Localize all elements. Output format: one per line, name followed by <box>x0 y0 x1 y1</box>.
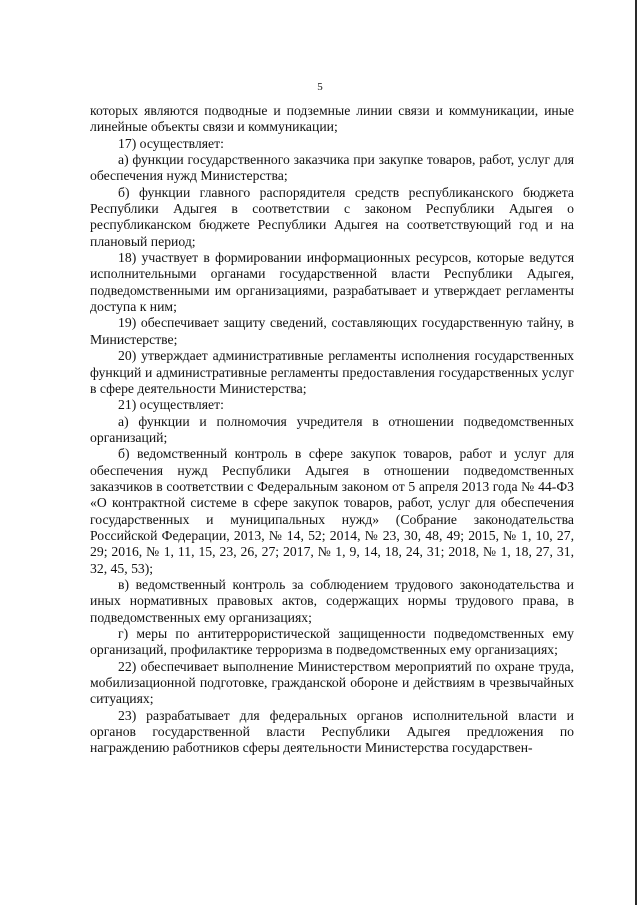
paragraph-item-21: 21) осуществляет: <box>118 397 224 413</box>
page-edge-border <box>635 0 637 905</box>
page-number: 5 <box>317 81 323 93</box>
paragraph-item-20: 20) утверждает административные регламенты исполнения государственных функций и административные регламенты предоставления государственных услуг в сфере деятельности Министерства; <box>90 348 574 396</box>
paragraph-item-17: 17) осуществляет: <box>118 135 224 151</box>
paragraph-item-18: 18) участвует в формировании информационных ресурсов, которые ведутся исполнительными органами государственной власти Республики Адыгея, подведомственными им организациями, разрабатывает и утверждает регламенты доступа к ним; <box>90 250 574 315</box>
paragraph-item-23: 23) разрабатывает для федеральных органов исполнительной власти и органов государственной власти Республики Адыгея предложения по награждению работников сферы деятельности Министерства государствен- <box>90 707 574 756</box>
paragraph-item-19: 19) обеспечивает защиту сведений, составляющих государственную тайну, в Министерстве; <box>90 315 574 347</box>
paragraph-item-21a: а) функции и полномочия учредителя в отношении подведомственных организаций; <box>90 413 574 445</box>
paragraph-item-17b: б) функции главного распорядителя средств республиканского бюджета Республики Адыгея в соответствии с законом Республики Адыгея о республиканском бюджете Республики Адыгея на соответствующий год и на плановый период; <box>90 184 574 249</box>
document-body <box>90 103 574 757</box>
paragraph-item-21b: б) ведомственный контроль в сфере закупок товаров, работ и услуг для обеспечения нужд Республики Адыгея в отношении подведомственных заказчиков в соответствии с Федеральным законом от 5 апреля 2013 года № 44-ФЗ «О контрактной системе в сфере закупок товаров, работ, услуг для обеспечения государственных и муниципальных нужд» (Собрание законодательства Российской Федерации, 2013, № 14, 52; 2014, № 23, 30, 48, 49; 2015, № 1, 10, 27, 29; 2016, № 1, 11, 15, 23, 26, 27; 2017, № 1, 9, 14, 18, 24, 31; 2018, № 1, 18, 27, 31, 32, 45, 53); <box>90 446 574 576</box>
paragraph-item-22: 22) обеспечивает выполнение Министерством мероприятий по охране труда, мобилизационной подготовке, гражданской обороне и действиям в чрезвычайных ситуациях; <box>90 658 574 707</box>
paragraph-item-17a: а) функции государственного заказчика при закупке товаров, работ, услуг для обеспечения нужд Министерства; <box>90 152 574 184</box>
paragraph-item-21g: г) меры по антитеррористической защищенности подведомственных ему организаций, профилактике терроризма в подведомственных ему организациях; <box>90 626 574 658</box>
paragraph-item-21v: в) ведомственный контроль за соблюдением трудового законодательства и иных нормативных правовых актов, содержащих нормы трудового права, в подведомственных ему организациях; <box>90 576 574 625</box>
paragraph-continuation: которых являются подводные и подземные линии связи и коммуникации, иные линейные объекты связи и коммуникации; <box>90 103 574 135</box>
